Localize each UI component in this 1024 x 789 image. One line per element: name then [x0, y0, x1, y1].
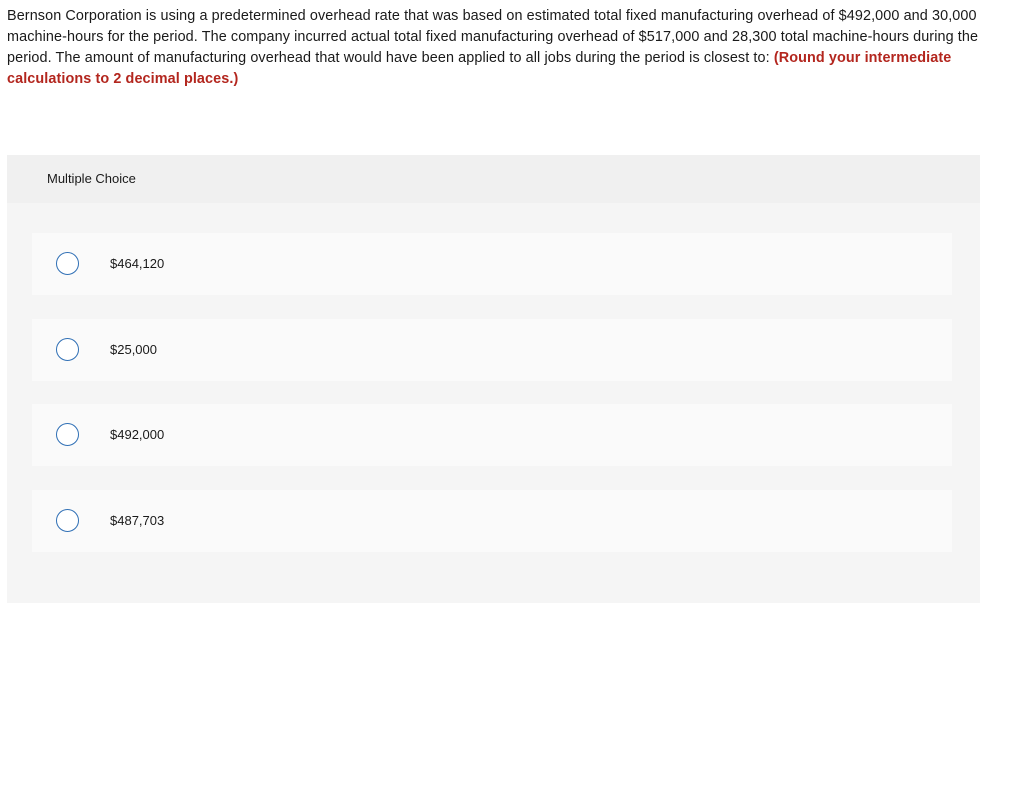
- multiple-choice-header: [7, 155, 980, 203]
- radio-button-icon[interactable]: [56, 338, 79, 361]
- choice-option-3[interactable]: [32, 404, 952, 466]
- multiple-choice-panel: [7, 155, 980, 603]
- question-text: Bernson Corporation is using a predetermined overhead rate that was based on estimated total fixed manufacturing overhead of $492,000 and 30,000 machine-hours for the period. The company incurred actual total fixed manufacturing overhead of $517,000 and 28,300 total machine-hours during the period. The amount of manufacturing overhead that would have been applied to all jobs during the period is closest to:: [7, 8, 979, 66]
- choice-label: $492,000: [110, 427, 165, 442]
- radio-button-icon[interactable]: [56, 423, 79, 446]
- radio-button-icon[interactable]: [56, 252, 79, 275]
- choice-label: $25,000: [110, 342, 157, 357]
- radio-button-icon[interactable]: [56, 509, 79, 532]
- choice-option-4[interactable]: [32, 490, 952, 552]
- choice-option-2[interactable]: [32, 319, 952, 381]
- choice-label: $464,120: [110, 256, 165, 271]
- question-text-block: [7, 6, 979, 90]
- multiple-choice-title: Multiple Choice: [47, 171, 136, 186]
- rounding-hint: (Round your intermediate calculations to 2 decimal places.): [7, 50, 952, 87]
- choice-option-1[interactable]: [32, 233, 952, 295]
- choice-label: $487,703: [110, 513, 165, 528]
